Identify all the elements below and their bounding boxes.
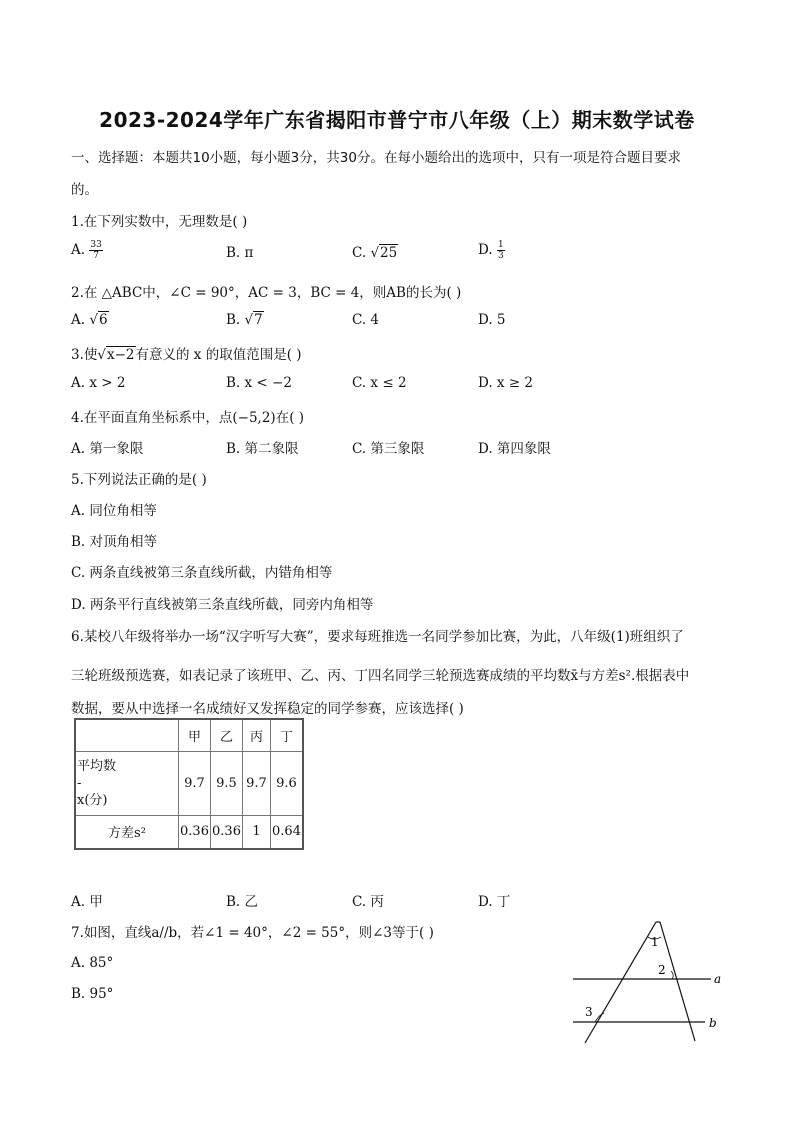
- q2-option-b-prefix: B.: [226, 312, 245, 328]
- q1-option-c-sqrt: √25: [370, 245, 398, 261]
- q3-stem-radicand: x−2: [107, 347, 135, 363]
- q1-option-c-prefix: C.: [352, 245, 371, 261]
- q1-d-denominator: 3: [497, 251, 504, 261]
- mean-label-line3: x(分): [77, 792, 108, 808]
- table-cell: 9.7: [243, 751, 271, 815]
- q5-option-d: D. 两条平行直线被第三条直线所截，同旁内角相等: [71, 597, 374, 613]
- q2-option-d: D. 5: [478, 312, 506, 328]
- angle-label-1: 1: [651, 935, 659, 949]
- q7-option-b: B. 95°: [71, 986, 114, 1002]
- section-header-line2: 的。: [71, 182, 98, 198]
- table-header-cell: 甲: [179, 719, 211, 751]
- q1-option-d: [478, 240, 505, 261]
- question-6-line3: 数据，要从中选择一名成绩好又发挥稳定的同学参赛，应该选择( ): [71, 701, 464, 717]
- q1-a-denominator: 7: [93, 251, 99, 261]
- q2-a-radicand: 6: [98, 312, 108, 328]
- table-cell: 0.64: [271, 815, 304, 849]
- question-3-stem: [71, 343, 302, 363]
- q6-option-a: A. 甲: [71, 894, 103, 910]
- mean-label-line1: 平均数: [77, 758, 117, 774]
- line-label-b: b: [709, 1016, 717, 1030]
- q1-a-numerator: 33: [90, 240, 102, 250]
- transversal-right: [660, 922, 695, 1041]
- q3-option-a: A. x > 2: [71, 375, 126, 391]
- q3-stem-post: 有意义的 x 的取值范围是( ): [135, 347, 302, 363]
- q6-option-c: C. 丙: [352, 894, 384, 910]
- q1-option-b: B. π: [226, 245, 254, 261]
- q4-option-b: B. 第二象限: [226, 441, 299, 457]
- q4-option-c: C. 第三象限: [352, 441, 425, 457]
- q1-c-radicand: 25: [380, 245, 398, 261]
- table-row: [75, 815, 303, 849]
- q2-option-b: [226, 312, 264, 328]
- angle-label-3: 3: [585, 1005, 593, 1019]
- q5-option-b: B. 对顶角相等: [71, 534, 158, 550]
- q2-option-c: C. 4: [352, 312, 380, 328]
- q3-stem-sqrt: √x−2: [97, 347, 135, 363]
- section-header-line1: 一、选择题：本题共10小题，每小题3分，共30分。在每小题给出的选项中，只有一项是符合题目要求: [71, 150, 681, 166]
- q4-option-d: D. 第四象限: [478, 441, 551, 457]
- question-6-line1: 6.某校八年级将举办一场“汉字听写大赛”，要求每班推选一名同学参加比赛，为此，八年级(1)班组织了: [71, 629, 684, 645]
- q5-option-a: A. 同位角相等: [71, 503, 157, 519]
- q6-option-d: D. 丁: [478, 894, 511, 910]
- question-1-stem: 1.在下列实数中，无理数是( ): [71, 214, 248, 230]
- q1-option-d-prefix: D.: [478, 242, 497, 258]
- table-row-label-variance: 方差s²: [75, 815, 179, 849]
- q2-option-a-prefix: A.: [71, 312, 90, 328]
- q7-option-a: A. 85°: [71, 955, 114, 971]
- table-header-cell: 丙: [243, 719, 271, 751]
- q1-option-a-prefix: A.: [71, 242, 90, 258]
- parallel-lines-figure: [568, 915, 738, 1050]
- table-cell: 1: [243, 815, 271, 849]
- q2-b-radicand: 7: [254, 312, 263, 328]
- q1-option-d-fraction: [497, 240, 505, 261]
- table-row: [75, 751, 303, 815]
- q3-option-d: D. x ≥ 2: [478, 375, 534, 391]
- q6-option-b: B. 乙: [226, 894, 259, 910]
- transversal-left: [585, 922, 656, 1043]
- q1-option-c: [352, 245, 398, 261]
- score-table: [74, 718, 304, 850]
- q3-option-c: C. x ≤ 2: [352, 375, 407, 391]
- table-header-cell: 丁: [271, 719, 304, 751]
- q4-option-a: A. 第一象限: [71, 441, 144, 457]
- exam-title: 2023-2024学年广东省揭阳市普宁市八年级（上）期末数学试卷: [99, 108, 695, 132]
- table-cell: 0.36: [211, 815, 243, 849]
- q2-option-a: [71, 312, 109, 328]
- q2-option-a-sqrt: √6: [89, 312, 108, 328]
- q2-option-b-sqrt: √7: [244, 312, 263, 328]
- table-cell: 9.7: [179, 751, 211, 815]
- table-header-row: [75, 719, 303, 751]
- q1-option-a: [71, 240, 103, 261]
- q3-stem-pre: 3.使: [71, 347, 98, 363]
- line-label-a: a: [714, 972, 722, 986]
- angle-2-arc: [671, 971, 673, 979]
- question-7-stem: 7.如图，直线a//b，若∠1 = 40°，∠2 = 55°，则∠3等于( ): [71, 925, 434, 941]
- question-4-stem: 4.在平面直角坐标系中，点(−5,2)在( ): [71, 410, 305, 426]
- question-5-stem: 5.下列说法正确的是( ): [71, 472, 207, 488]
- q5-option-c: C. 两条直线被第三条直线所截，内错角相等: [71, 565, 333, 581]
- angle-label-2: 2: [658, 963, 666, 977]
- table-header-cell: [75, 719, 179, 751]
- q3-option-b: B. x < −2: [226, 375, 292, 391]
- question-2-stem: 2.在 △ABC中，∠C = 90°，AC = 3，BC = 4，则AB的长为( ): [71, 285, 462, 301]
- q1-d-numerator: 1: [497, 240, 504, 250]
- q1-option-a-fraction: [89, 240, 102, 261]
- table-header-cell: 乙: [211, 719, 243, 751]
- table-cell: 9.6: [271, 751, 304, 815]
- table-cell: 9.5: [211, 751, 243, 815]
- question-6-line2: 三轮班级预选赛，如表记录了该班甲、乙、丙、丁四名同学三轮预选赛成绩的平均数x̄与方差s².根据表中: [71, 668, 690, 684]
- table-cell: 0.36: [179, 815, 211, 849]
- table-row-label-mean: [75, 751, 179, 815]
- mean-label-line2: -: [77, 775, 82, 791]
